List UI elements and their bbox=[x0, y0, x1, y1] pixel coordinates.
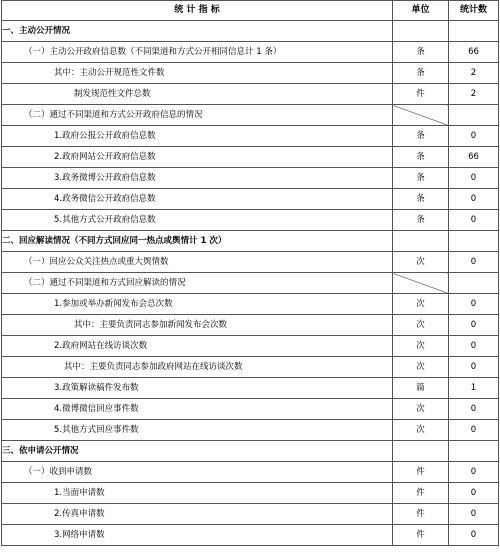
section-title: 二、回应解读情况（不同方式回应同一热点或舆情计 1 次） bbox=[2, 231, 393, 252]
header-indicator: 统 计 指 标 bbox=[2, 1, 393, 21]
row-label: 4.微博微信回应事件数 bbox=[2, 399, 393, 420]
row-label: 其中：主要负责同志参加政府网站在线访谈次数 bbox=[2, 357, 393, 378]
table-row bbox=[2, 105, 499, 126]
count-cell: 0 bbox=[449, 525, 499, 546]
unit-cell: 件 bbox=[393, 525, 449, 546]
unit-cell: 次 bbox=[393, 315, 449, 336]
row-label: 2.政府网站在线访谈次数 bbox=[2, 336, 393, 357]
row-label: 2.传真申请数 bbox=[2, 504, 393, 525]
count-cell: 0 bbox=[449, 294, 499, 315]
row-label: （二）通过不同渠道和方式公开政府信息的情况 bbox=[2, 105, 393, 126]
table-row bbox=[2, 189, 499, 210]
count-cell: 0 bbox=[449, 189, 499, 210]
count-cell: 0 bbox=[449, 168, 499, 189]
count-cell: 66 bbox=[449, 147, 499, 168]
unit-cell bbox=[393, 21, 449, 42]
count-cell: 0 bbox=[449, 357, 499, 378]
unit-cell: 条 bbox=[393, 189, 449, 210]
unit-cell: 条 bbox=[393, 126, 449, 147]
table-row bbox=[2, 126, 499, 147]
table-row bbox=[2, 210, 499, 231]
row-label: 3.政策解读稿件发布数 bbox=[2, 378, 393, 399]
unit-cell: 篇 bbox=[393, 378, 449, 399]
unit-cell: 件 bbox=[393, 483, 449, 504]
row-label: 4.政务微信公开政府信息数 bbox=[2, 189, 393, 210]
table-row bbox=[2, 357, 499, 378]
row-label: （一）回应公众关注热点或重大舆情数 bbox=[2, 252, 393, 273]
row-label: 1.政府公报公开政府信息数 bbox=[2, 126, 393, 147]
section-title: 一、主动公开情况 bbox=[2, 21, 393, 42]
table-row bbox=[2, 525, 499, 546]
count-cell: 0 bbox=[449, 462, 499, 483]
unit-cell: 条 bbox=[393, 42, 449, 63]
count-cell: 0 bbox=[449, 483, 499, 504]
count-cell: 1 bbox=[449, 378, 499, 399]
unit-cell-not-applicable bbox=[393, 273, 449, 294]
table-row bbox=[2, 420, 499, 441]
unit-cell: 条 bbox=[393, 210, 449, 231]
count-cell: 0 bbox=[449, 504, 499, 525]
row-label: （一）收到申请数 bbox=[2, 462, 393, 483]
table-row bbox=[2, 84, 499, 105]
count-cell: 0 bbox=[449, 399, 499, 420]
unit-cell: 次 bbox=[393, 252, 449, 273]
unit-cell bbox=[393, 441, 449, 462]
table-row bbox=[2, 315, 499, 336]
table-row bbox=[2, 294, 499, 315]
unit-cell: 次 bbox=[393, 420, 449, 441]
section-row bbox=[2, 231, 499, 252]
count-cell: 0 bbox=[449, 210, 499, 231]
row-label: 制发规范性文件总数 bbox=[2, 84, 393, 105]
row-label: 3.网络申请数 bbox=[2, 525, 393, 546]
header-count: 统计数 bbox=[449, 1, 499, 21]
row-label: （二）通过不同渠道和方式回应解读的情况 bbox=[2, 273, 393, 294]
count-cell: 2 bbox=[449, 84, 499, 105]
count-cell: 0 bbox=[449, 126, 499, 147]
row-label: 其中：主动公开规范性文件数 bbox=[2, 63, 393, 84]
row-label: 1.当面申请数 bbox=[2, 483, 393, 504]
unit-cell: 件 bbox=[393, 504, 449, 525]
count-cell: 0 bbox=[449, 315, 499, 336]
unit-cell: 件 bbox=[393, 84, 449, 105]
statistics-table bbox=[1, 0, 499, 546]
unit-cell: 条 bbox=[393, 168, 449, 189]
table-row bbox=[2, 147, 499, 168]
table-header-row bbox=[2, 1, 499, 21]
count-cell bbox=[449, 441, 499, 462]
unit-cell: 次 bbox=[393, 336, 449, 357]
table-row bbox=[2, 483, 499, 504]
count-cell bbox=[449, 231, 499, 252]
count-cell: 66 bbox=[449, 42, 499, 63]
count-cell: 0 bbox=[449, 420, 499, 441]
count-cell: 2 bbox=[449, 63, 499, 84]
table-row bbox=[2, 42, 499, 63]
count-cell bbox=[449, 273, 499, 294]
row-label: 3.政务微博公开政府信息数 bbox=[2, 168, 393, 189]
header-unit: 单位 bbox=[393, 1, 449, 21]
row-label: 1.参加或举办新闻发布会总次数 bbox=[2, 294, 393, 315]
unit-cell: 次 bbox=[393, 357, 449, 378]
table-row bbox=[2, 378, 499, 399]
table-row bbox=[2, 399, 499, 420]
unit-cell: 次 bbox=[393, 294, 449, 315]
unit-cell-not-applicable bbox=[393, 105, 449, 126]
unit-cell: 件 bbox=[393, 462, 449, 483]
table-row bbox=[2, 63, 499, 84]
table-row bbox=[2, 462, 499, 483]
unit-cell: 条 bbox=[393, 63, 449, 84]
count-cell bbox=[449, 21, 499, 42]
row-label: 2.政府网站公开政府信息数 bbox=[2, 147, 393, 168]
table-row bbox=[2, 336, 499, 357]
section-row bbox=[2, 21, 499, 42]
table-row bbox=[2, 168, 499, 189]
count-cell: 0 bbox=[449, 336, 499, 357]
row-label: 5.其他方式回应事件数 bbox=[2, 420, 393, 441]
table-row bbox=[2, 252, 499, 273]
table-row bbox=[2, 504, 499, 525]
unit-cell: 次 bbox=[393, 399, 449, 420]
section-row bbox=[2, 441, 499, 462]
table-row bbox=[2, 273, 499, 294]
row-label: 5.其他方式公开政府信息数 bbox=[2, 210, 393, 231]
section-title: 三、依申请公开情况 bbox=[2, 441, 393, 462]
unit-cell bbox=[393, 231, 449, 252]
table-body bbox=[2, 1, 499, 546]
count-cell bbox=[449, 105, 499, 126]
row-label: 其中：主要负责同志参加新闻发布会次数 bbox=[2, 315, 393, 336]
unit-cell: 条 bbox=[393, 147, 449, 168]
row-label: （一）主动公开政府信息数（不同渠道和方式公开相同信息计 1 条） bbox=[2, 42, 393, 63]
count-cell: 0 bbox=[449, 252, 499, 273]
